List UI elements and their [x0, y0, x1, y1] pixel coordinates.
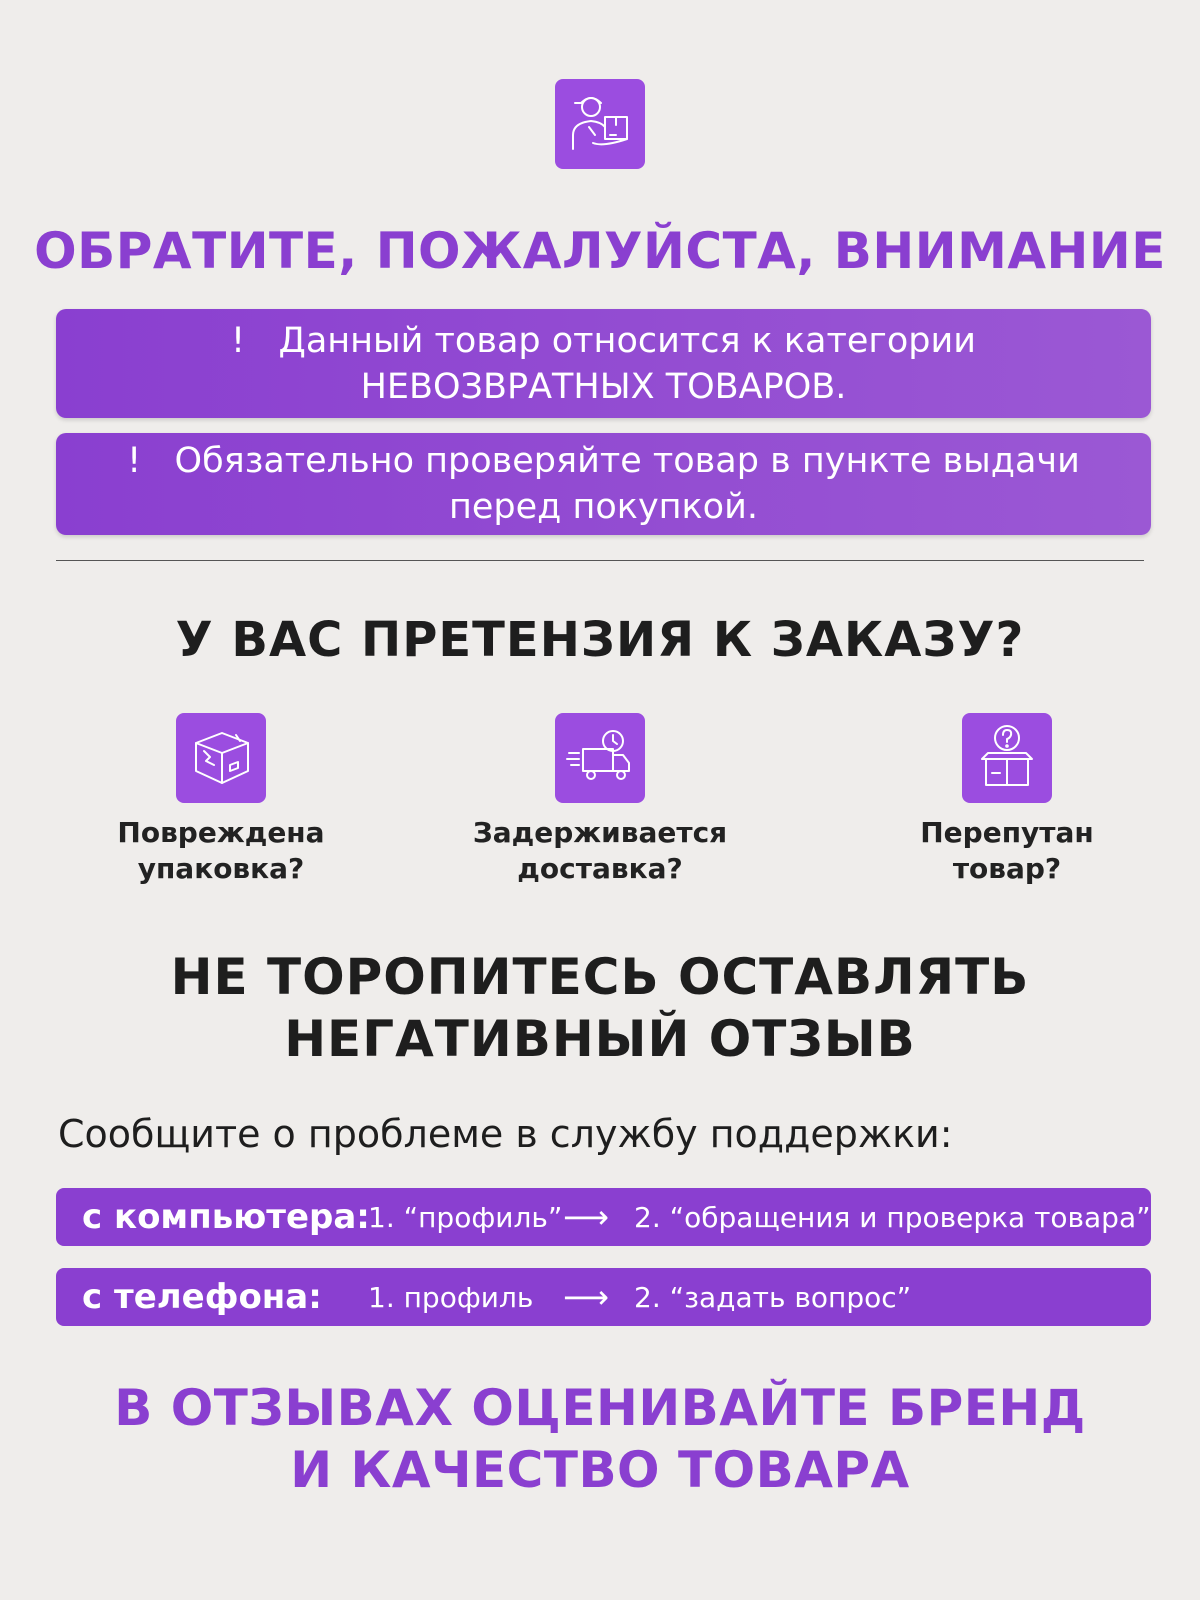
divider [56, 560, 1144, 561]
attention-title: ОБРАТИТЕ, ПОЖАЛУЙСТА, ВНИМАНИЕ [34, 222, 1166, 280]
footer-line1: В ОТЗЫВАХ ОЦЕНИВАЙТЕ БРЕНД [114, 1379, 1086, 1437]
route-step2: 2. “обращения и проверка товара” [634, 1200, 1151, 1234]
arrow-right-icon: ⟶ [563, 1198, 609, 1236]
no-rush-line1: НЕ ТОРОПИТЕСЬ ОСТАВЛЯТЬ [170, 948, 1030, 1006]
delivery-truck-clock-icon [555, 713, 645, 803]
no-rush-line2: НЕГАТИВНЫЙ ОТЗЫВ [284, 1010, 916, 1068]
route-step2: 2. “задать вопрос” [634, 1280, 912, 1314]
claim-heading: У ВАС ПРЕТЕНЗИЯ К ЗАКАЗУ? [175, 612, 1025, 668]
support-text: Сообщите о проблеме в службу поддержки: [58, 1112, 953, 1156]
damaged-box-icon [176, 713, 266, 803]
issue-delayed-delivery [450, 713, 750, 887]
issue-label-line1: Перепутан [920, 816, 1094, 849]
issue-label-line1: Повреждена [117, 816, 325, 849]
warning-banner-nonreturnable [56, 309, 1151, 418]
route-label: с телефона: [82, 1277, 322, 1317]
arrow-right-icon: ⟶ [563, 1278, 609, 1316]
route-step1: 1. профиль [368, 1280, 534, 1314]
footer-line2: И КАЧЕСТВО ТОВАРА [290, 1441, 910, 1499]
warning-banner-check [56, 433, 1151, 535]
warning-line1: Обязательно проверяйте товар в пункте выдачи [174, 441, 1080, 481]
route-phone [56, 1268, 1151, 1326]
route-computer [56, 1188, 1151, 1246]
courier-with-box-icon [555, 79, 645, 169]
route-label: с компьютера: [82, 1197, 370, 1237]
issue-wrong-item [857, 713, 1157, 887]
no-rush-heading [0, 946, 1200, 1070]
route-step1: 1. “профиль” [368, 1200, 563, 1234]
question-box-icon [962, 713, 1052, 803]
issue-label-line1: Задерживается [472, 816, 728, 849]
issue-label-line2: товар? [952, 852, 1062, 885]
warning-mark: ! [231, 320, 246, 361]
issue-label-line2: доставка? [517, 852, 683, 885]
issue-damaged-packaging [71, 713, 371, 887]
warning-line1: Данный товар относится к категории [278, 320, 976, 361]
warning-line2: НЕВОЗВРАТНЫХ ТОВАРОВ. [360, 366, 847, 407]
issue-label-line2: упаковка? [137, 852, 305, 885]
warning-line2: перед покупкой. [449, 487, 758, 527]
warning-mark: ! [127, 441, 142, 481]
footer-heading [0, 1377, 1200, 1501]
